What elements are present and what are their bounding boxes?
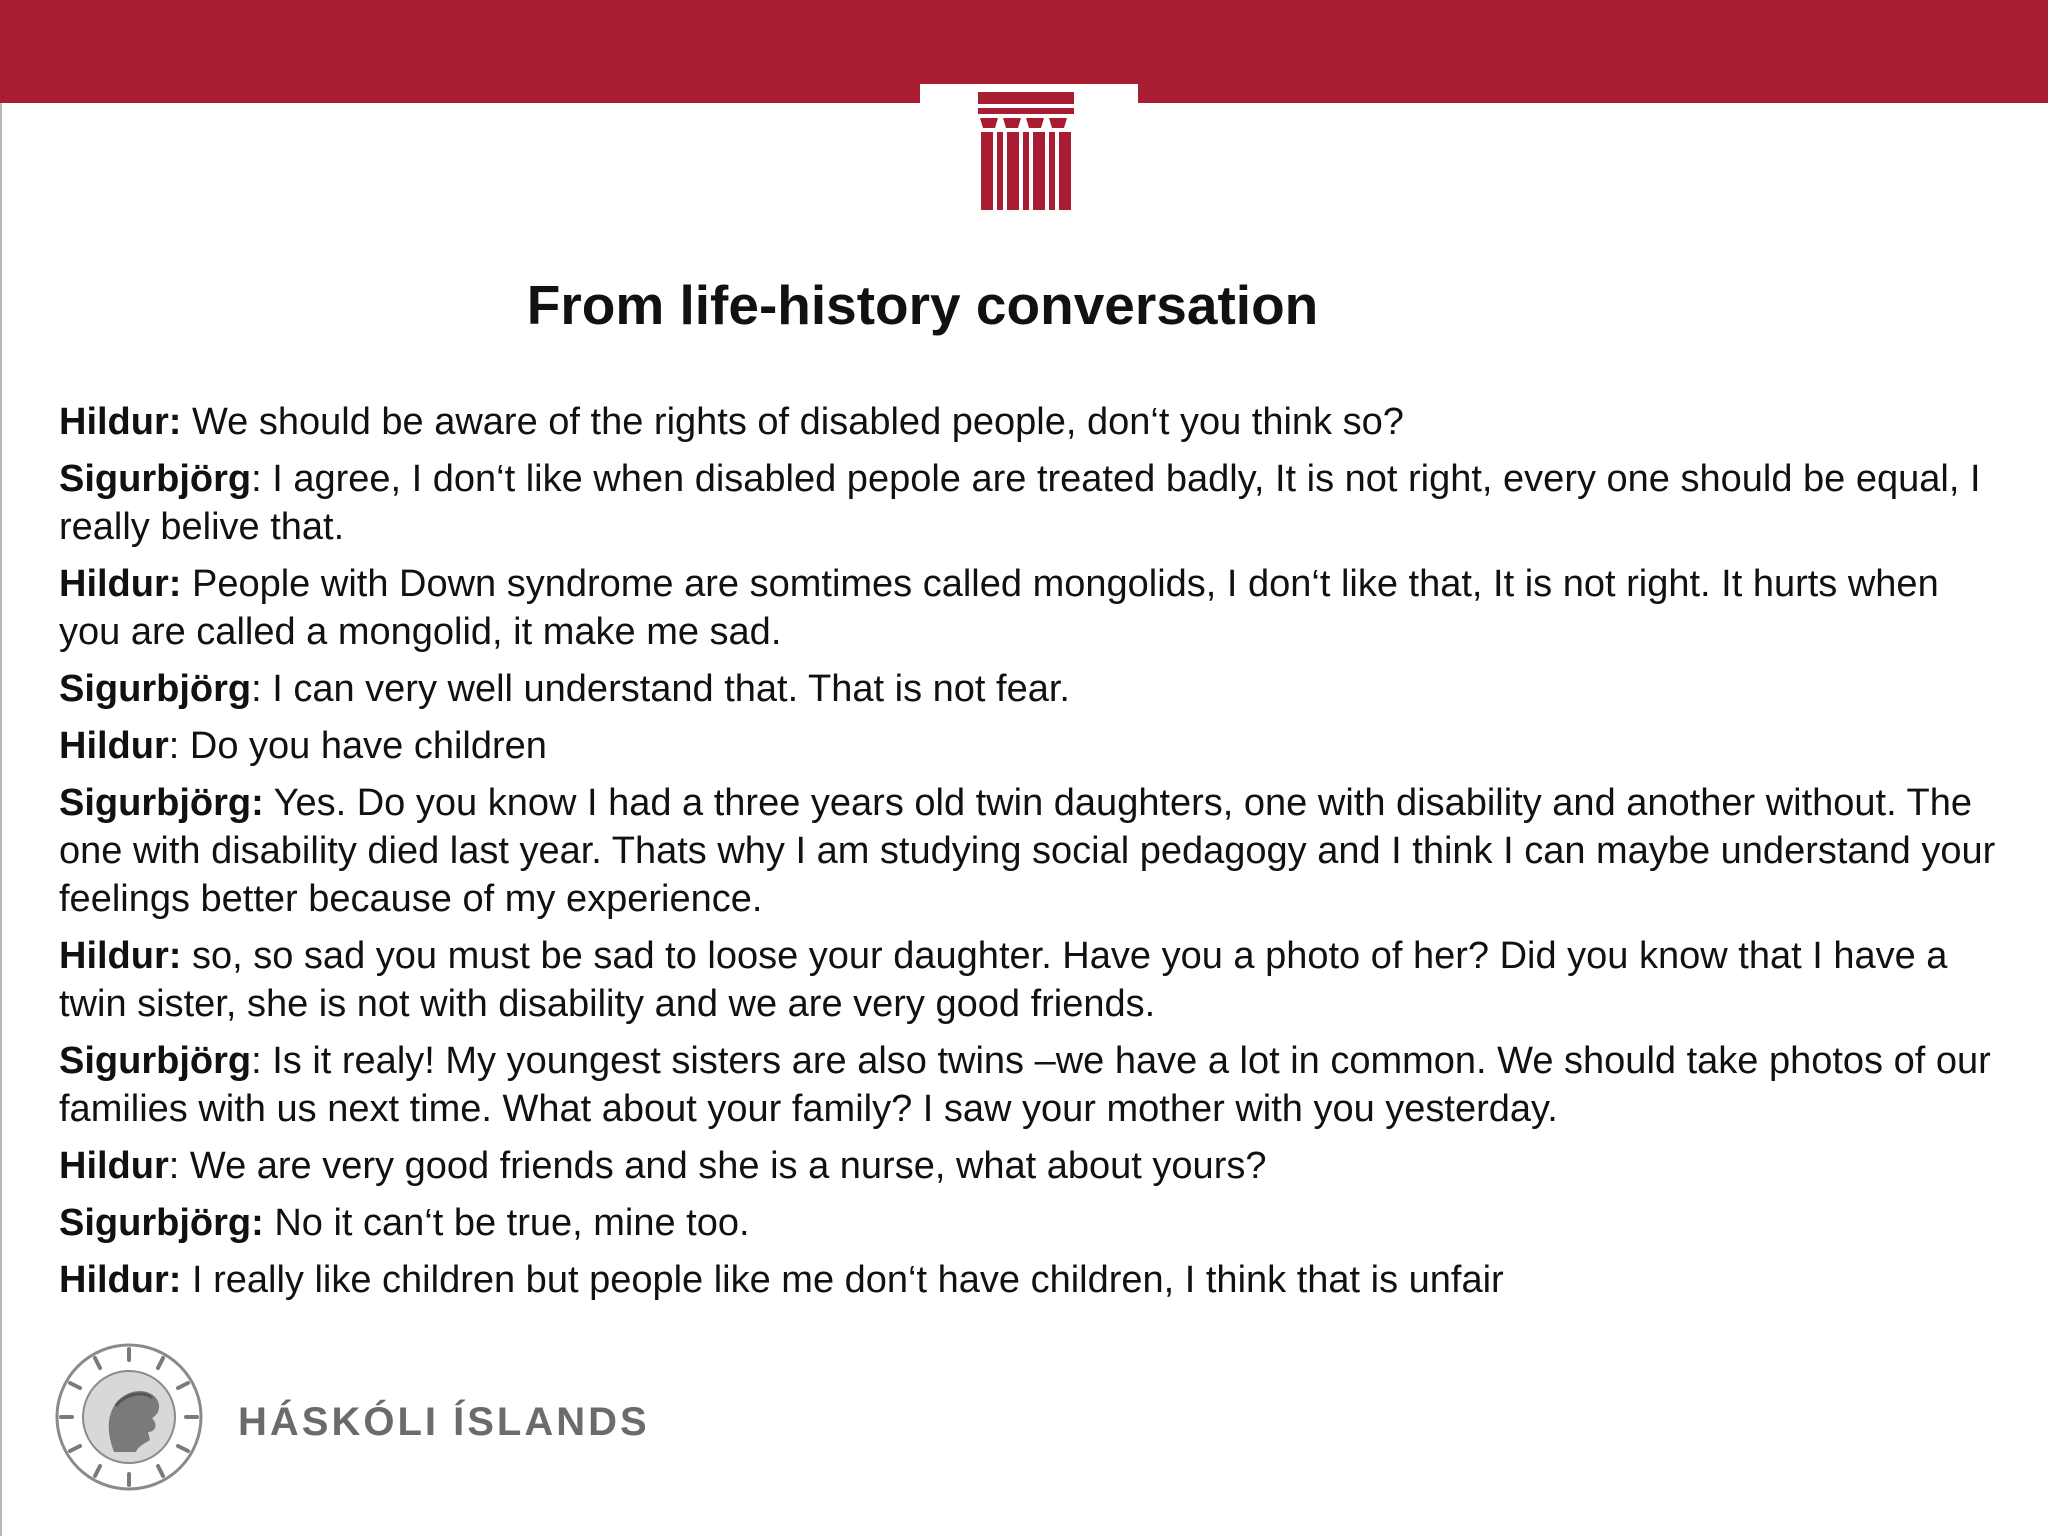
- slide-title: From life-history conversation: [526, 274, 1319, 336]
- dialogue-text: : We are very good friends and she is a nurse, what about yours?: [168, 1145, 1267, 1187]
- dialogue-turn: [59, 665, 2009, 713]
- speaker-name: Hildur:: [59, 1259, 182, 1301]
- dialogue-text: : I agree, I don‘t like when disabled pepole are treated badly, It is not right, every one should be equal, I really belive that.: [59, 458, 1981, 548]
- university-name: HÁSKÓLI ÍSLANDS: [238, 1400, 650, 1444]
- conversation-transcript: [59, 398, 2009, 1313]
- speaker-name: Sigurbjörg:: [59, 782, 264, 824]
- speaker-name: Hildur: [59, 1145, 169, 1187]
- dialogue-turn: [59, 560, 2009, 656]
- dialogue-turn: [59, 722, 2009, 770]
- dialogue-text: : I can very well understand that. That is not fear.: [251, 668, 1070, 710]
- dialogue-turn: [59, 779, 2009, 923]
- dialogue-text: : Is it realy! My youngest sisters are also twins –we have a lot in common. We should take photos of our families with us next time. What about your family? I saw your mother with you yesterday.: [59, 1040, 1991, 1130]
- dialogue-turn: [59, 1142, 2009, 1190]
- speaker-name: Sigurbjörg: [59, 1040, 252, 1082]
- dialogue-text: Yes. Do you know I had a three years old twin daughters, one with disability and another without. The one with disability died last year. Thats why I am studying social pedagogy and I think I can maybe understand your feelings better because of my experience.: [59, 782, 1996, 920]
- dialogue-turn: [59, 1199, 2009, 1247]
- dialogue-text: People with Down syndrome are somtimes called mongolids, I don‘t like that, It is not right. It hurts when you are called a mongolid, it make me sad.: [59, 563, 1939, 653]
- speaker-name: Hildur:: [59, 401, 182, 443]
- dialogue-turn: [59, 1037, 2009, 1133]
- dialogue-turn: [59, 455, 2009, 551]
- speaker-name: Hildur:: [59, 563, 182, 605]
- dialogue-text: No it can‘t be true, mine too.: [263, 1202, 750, 1244]
- dialogue-turn: [59, 1256, 2009, 1304]
- speaker-name: Hildur: [59, 725, 169, 767]
- dialogue-turn: [59, 932, 2009, 1028]
- university-columns-logo-icon: [920, 84, 1138, 234]
- speaker-name: Sigurbjörg: [59, 458, 252, 500]
- speaker-name: Hildur:: [59, 935, 182, 977]
- dialogue-text: : Do you have children: [168, 725, 547, 767]
- dialogue-text: I really like children but people like me don‘t have children, I think that is unfair: [181, 1259, 1504, 1301]
- university-seal-icon: [52, 1340, 207, 1495]
- speaker-name: Sigurbjörg: [59, 668, 252, 710]
- speaker-name: Sigurbjörg:: [59, 1202, 264, 1244]
- dialogue-turn: [59, 398, 2009, 446]
- dialogue-text: We should be aware of the rights of disabled people, don‘t you think so?: [181, 401, 1404, 443]
- dialogue-text: so, so sad you must be sad to loose your daughter. Have you a photo of her? Did you know that I have a twin sister, she is not with disability and we are very good friends.: [59, 935, 1948, 1025]
